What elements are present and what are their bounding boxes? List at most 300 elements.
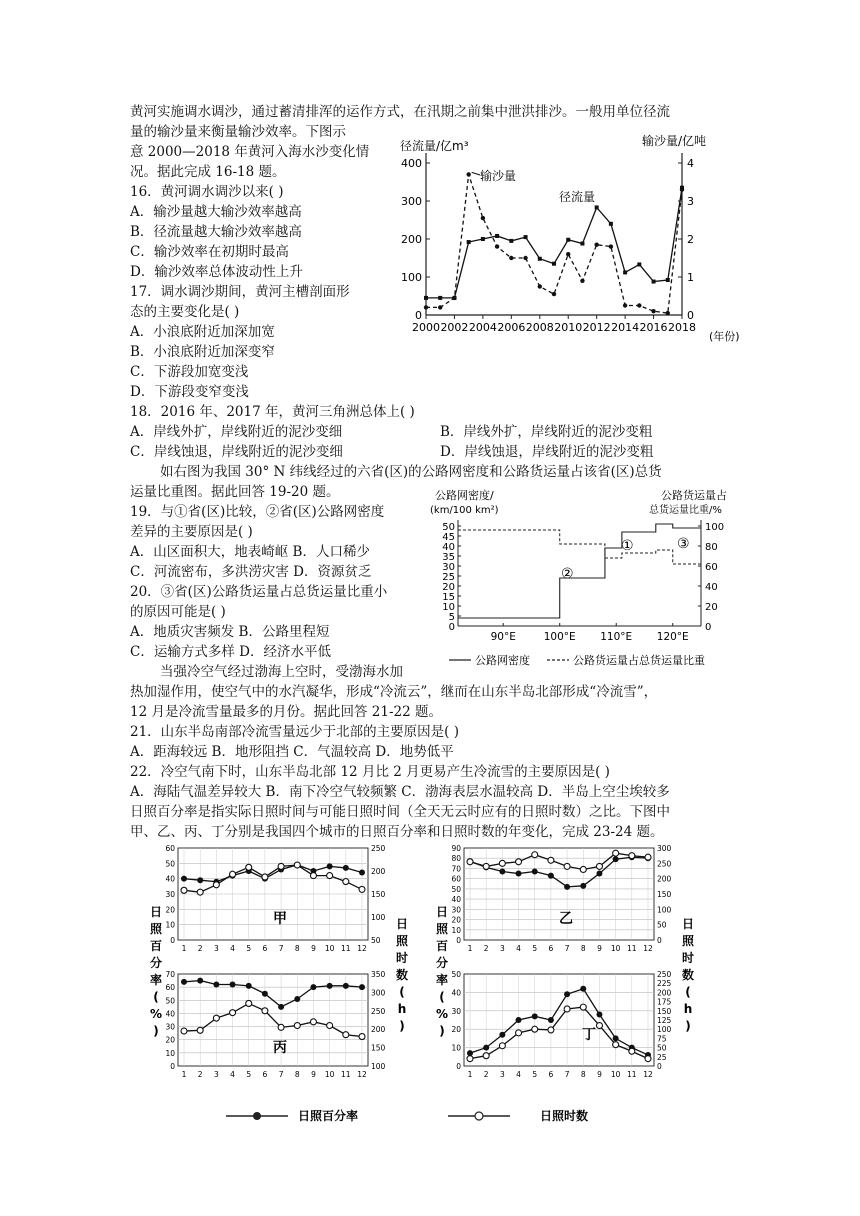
panel-month-label: 4 bbox=[230, 944, 235, 953]
sunshine-pct-point bbox=[310, 984, 316, 990]
panel-left-tick-label: 20 bbox=[451, 1025, 461, 1035]
sunshine-pct-point bbox=[613, 1035, 619, 1041]
panel-month-label: 6 bbox=[548, 1070, 554, 1079]
fig1-left-tick-label: 400 bbox=[401, 157, 422, 170]
fig2-x-tick-label: 100°E bbox=[543, 631, 576, 643]
sunshine-pct-point bbox=[596, 1011, 602, 1017]
sediment-point bbox=[438, 305, 442, 309]
panel-month-label: 11 bbox=[627, 944, 637, 953]
sunshine-hours-point bbox=[548, 857, 554, 863]
fig3-left-axis-title-char: ( bbox=[153, 990, 159, 1004]
panel-month-label: 11 bbox=[341, 944, 351, 953]
panel-right-tick-label: 75 bbox=[657, 1034, 667, 1044]
sunshine-pct-point bbox=[343, 865, 349, 871]
panel-left-tick-label: 40 bbox=[165, 1009, 175, 1019]
sunshine-hours-point bbox=[294, 862, 300, 868]
sunshine-hours-point bbox=[467, 1056, 473, 1062]
sunshine-pct-point bbox=[580, 883, 586, 889]
sunshine-pct-line bbox=[470, 857, 648, 887]
panel-left-tick-label: 20 bbox=[451, 915, 461, 925]
question-18-option-d: D．岸线蚀退，岸线附近的泥沙变粗 bbox=[440, 444, 654, 460]
fig1-label-runoff: 径流量 bbox=[559, 190, 596, 204]
fig2-left-tick-label: 45 bbox=[442, 532, 455, 543]
fig3-left-axis-title-char: 分 bbox=[149, 956, 163, 970]
sediment-point bbox=[424, 305, 428, 309]
fig1-right-tick-label: 1 bbox=[687, 271, 694, 284]
para-intro-3: 意 2000—2018 年黄河入海水沙变化情 bbox=[130, 144, 370, 160]
sunshine-pct-point bbox=[532, 1013, 538, 1019]
panel-month-label: 3 bbox=[213, 1070, 219, 1079]
panel-left-tick-label: 10 bbox=[165, 920, 175, 930]
fig2-x-tick-label: 120°E bbox=[656, 631, 689, 643]
fig3-right-axis-title-char: h bbox=[683, 1002, 693, 1016]
fig3-left-axis-title-char: 分 bbox=[435, 956, 449, 970]
fig1-x-unit: (年份) bbox=[709, 330, 740, 343]
sunshine-hours-point bbox=[343, 1032, 349, 1038]
province-2-marker: ② bbox=[561, 566, 574, 582]
panel-right-tick-label: 350 bbox=[371, 970, 386, 979]
fig1-x-tick-label: 2000 bbox=[412, 321, 440, 334]
panel-left-tick-label: 80 bbox=[451, 854, 461, 864]
runoff-point bbox=[438, 296, 442, 300]
fig1-sediment-pointer bbox=[472, 172, 480, 175]
fig2-left-tick-label: 50 bbox=[442, 522, 455, 533]
fig3-left-axis-title-char: ) bbox=[153, 1024, 159, 1038]
para-sunshine-2: 甲、乙、丙、丁分别是我国四个城市的日照百分率和日照时数的年变化，完成 23-24 题。 bbox=[130, 824, 664, 840]
panel-month-label: 11 bbox=[341, 1070, 351, 1079]
panel-city-name: 丙 bbox=[273, 1040, 287, 1056]
sunshine-hours-point bbox=[548, 1027, 554, 1033]
fig3-left-axis-title-char: 照 bbox=[149, 922, 163, 936]
sediment-point bbox=[609, 244, 613, 248]
fig3-right-axis-title-char: 照 bbox=[681, 934, 695, 948]
panel-month-label: 12 bbox=[643, 1070, 653, 1079]
sediment-point bbox=[594, 243, 598, 247]
sunshine-hours-point bbox=[629, 1048, 635, 1054]
sunshine-pct-point bbox=[359, 984, 365, 990]
panel-left-tick-label: 60 bbox=[165, 983, 175, 993]
question-17-option-d: D．下游段变窄变浅 bbox=[130, 384, 249, 400]
panel-right-tick-label: 200 bbox=[657, 874, 672, 884]
panel-left-tick-label: 90 bbox=[451, 844, 461, 853]
runoff-point bbox=[467, 240, 471, 244]
panel-left-tick-label: 50 bbox=[165, 996, 175, 1006]
sunshine-hours-point bbox=[181, 1028, 187, 1034]
panel-right-tick-label: 0 bbox=[657, 1062, 662, 1071]
panel-month-label: 4 bbox=[516, 944, 521, 953]
sunshine-hours-point bbox=[516, 1030, 522, 1036]
fig3-right-axis-title-1 bbox=[682, 917, 695, 1033]
runoff-point bbox=[495, 234, 499, 238]
fig1-right-tick-label: 4 bbox=[687, 157, 694, 170]
fig3-left-axis-title-char: 日 bbox=[435, 905, 449, 919]
panel-month-label: 2 bbox=[197, 1070, 203, 1079]
sunshine-pct-line bbox=[184, 865, 362, 882]
sediment-point bbox=[680, 187, 684, 191]
question-20-line2: 的原因可能是( ) bbox=[130, 604, 226, 620]
panel-left-tick-label: 70 bbox=[165, 970, 175, 979]
fig1-x-tick-label: 2006 bbox=[497, 321, 526, 334]
fig3-left-axis-title-char: 率 bbox=[149, 973, 163, 987]
panel-right-tick-label: 175 bbox=[657, 997, 672, 1007]
fig2-x-tick-label: 90°E bbox=[490, 631, 516, 643]
fig1-x-tick-label: 2014 bbox=[611, 321, 640, 334]
panel-right-tick-label: 25 bbox=[657, 1052, 667, 1062]
panel-month-label: 10 bbox=[324, 1070, 335, 1079]
fig1-left-tick-label: 100 bbox=[401, 271, 422, 284]
sunshine-panel-0 bbox=[165, 844, 385, 953]
sunshine-panel-2 bbox=[165, 970, 385, 1079]
panel-left-tick-label: 30 bbox=[451, 905, 461, 915]
panel-right-tick-label: 225 bbox=[657, 979, 672, 989]
panel-month-label: 6 bbox=[548, 944, 554, 953]
runoff-point bbox=[566, 238, 570, 242]
sunshine-pct-point bbox=[516, 1017, 522, 1023]
sunshine-pct-point bbox=[246, 983, 252, 989]
sunshine-hours-point bbox=[596, 1023, 602, 1029]
fig1-right-tick-label: 2 bbox=[687, 233, 694, 246]
panel-month-label: 3 bbox=[213, 944, 219, 953]
sunshine-hours-point bbox=[294, 1023, 300, 1029]
sediment-point bbox=[495, 244, 499, 248]
fig1-label-sediment: 输沙量 bbox=[480, 169, 517, 183]
runoff-point bbox=[637, 262, 641, 266]
panel-month-label: 8 bbox=[580, 944, 586, 953]
panel-right-tick-label: 150 bbox=[371, 1043, 386, 1053]
panel-right-tick-label: 300 bbox=[657, 844, 672, 853]
panel-right-tick-label: 150 bbox=[657, 1006, 672, 1016]
sunshine-hours-point bbox=[580, 1004, 586, 1010]
sediment-point bbox=[552, 292, 556, 296]
sunshine-hours-point bbox=[564, 1006, 570, 1012]
sunshine-hours-point bbox=[230, 1010, 236, 1016]
sunshine-hours-point bbox=[246, 1000, 252, 1006]
fig1-x-tick-label: 2012 bbox=[582, 321, 611, 334]
sediment-point bbox=[452, 296, 456, 300]
panel-month-label: 12 bbox=[357, 1070, 367, 1079]
runoff-point bbox=[538, 257, 542, 261]
fig2-left-axis-unit: (km/100 km²) bbox=[430, 505, 499, 516]
sunshine-hours-point bbox=[645, 854, 651, 860]
panel-left-tick-label: 0 bbox=[456, 936, 461, 945]
panel-left-tick-label: 40 bbox=[165, 874, 175, 884]
sunshine-charts bbox=[148, 838, 708, 1138]
panel-left-tick-label: 70 bbox=[451, 864, 461, 874]
panel-month-label: 8 bbox=[580, 1070, 586, 1079]
fig3-right-axis-title-char: ( bbox=[399, 985, 405, 999]
panel-right-tick-label: 0 bbox=[657, 936, 662, 945]
sunshine-hours-point bbox=[499, 860, 505, 866]
panel-right-tick-label: 300 bbox=[371, 988, 386, 998]
sunshine-hours-point bbox=[532, 852, 538, 858]
panel-month-label: 2 bbox=[197, 944, 203, 953]
fig3-left-axis-title-char: % bbox=[149, 1007, 163, 1021]
sunshine-pct-point bbox=[213, 982, 219, 988]
sunshine-pct-point bbox=[580, 986, 586, 992]
fig3-left-axis-title-char: ) bbox=[439, 1024, 445, 1038]
yellow-river-chart bbox=[392, 128, 752, 348]
panel-month-label: 12 bbox=[643, 944, 653, 953]
sunshine-hours-point bbox=[645, 1056, 651, 1062]
panel-left-tick-label: 50 bbox=[451, 970, 461, 979]
fig2-left-tick-label: 20 bbox=[442, 582, 455, 593]
panel-right-tick-label: 250 bbox=[371, 844, 386, 853]
runoff-point bbox=[481, 237, 485, 241]
sediment-point bbox=[538, 284, 542, 288]
panel-left-tick-label: 30 bbox=[165, 890, 175, 899]
province-3-marker: ③ bbox=[677, 536, 690, 552]
sediment-point bbox=[637, 303, 641, 307]
fig3-right-axis-title-char: 时 bbox=[395, 951, 409, 965]
question-20-options-cd: C．运输方式多样 D．经济水平低 bbox=[130, 644, 331, 660]
fig2-right-tick-label: 20 bbox=[705, 602, 718, 613]
sunshine-pct-point bbox=[262, 991, 268, 997]
sunshine-pct-point bbox=[327, 863, 333, 869]
fig1-right-tick-label: 0 bbox=[687, 309, 694, 322]
runoff-point bbox=[609, 222, 613, 226]
panel-left-tick-label: 30 bbox=[165, 1022, 175, 1032]
question-16-option-b: B．径流量越大输沙效率越高 bbox=[130, 224, 302, 240]
freight-share-line bbox=[458, 530, 701, 564]
fig3-right-axis-title-char: ( bbox=[685, 985, 691, 999]
runoff-point bbox=[595, 205, 599, 209]
sunshine-hours-point bbox=[483, 1053, 489, 1059]
fig2-right-axis-label: 公路货运量占 bbox=[661, 489, 727, 502]
question-22-options: A．海陆气温差异较大 B．南下冷空气较频繁 C．渤海表层水温较高 D．半岛上空尘埃较多 bbox=[130, 784, 670, 800]
sunshine-hours-point bbox=[343, 879, 349, 885]
fig2-right-tick-label: 0 bbox=[705, 622, 712, 633]
panel-month-label: 1 bbox=[467, 1070, 473, 1079]
panel-month-label: 4 bbox=[230, 1070, 235, 1079]
runoff-point bbox=[652, 280, 656, 284]
panel-right-tick-label: 200 bbox=[657, 988, 672, 998]
sunshine-hours-point bbox=[327, 1023, 333, 1029]
fig3-right-axis-title-0 bbox=[396, 917, 409, 1033]
fig1-right-tick-label: 3 bbox=[687, 195, 694, 208]
panel-city-name: 丁 bbox=[582, 1027, 596, 1043]
panel-month-label: 3 bbox=[499, 944, 505, 953]
panel-month-label: 9 bbox=[597, 1070, 602, 1079]
panel-left-tick-label: 60 bbox=[451, 874, 461, 884]
panel-right-tick-label: 100 bbox=[371, 1062, 386, 1071]
legend-pct: 日照百分率 bbox=[298, 1109, 359, 1123]
question-20: 20．③省(区)公路货运量占总货运量比重小 bbox=[130, 584, 388, 600]
panel-month-label: 10 bbox=[610, 944, 621, 953]
sunshine-pct-point bbox=[613, 856, 619, 862]
panel-month-label: 9 bbox=[311, 944, 316, 953]
panel-month-label: 7 bbox=[278, 944, 284, 953]
panel-left-tick-label: 50 bbox=[451, 884, 461, 894]
runoff-point bbox=[552, 262, 556, 266]
sunshine-pct-point bbox=[548, 1017, 554, 1023]
para-sunshine-1: 日照百分率是指实际日照时间与可能日照时间（全天无云时应有的日照时数）之比。下图中 bbox=[130, 804, 670, 820]
sunshine-hours-point bbox=[246, 864, 252, 870]
para-snow-2: 热加湿作用，使空气中的水汽凝华，形成“冷流云”，继而在山东半岛北部形成“冷流雪”， bbox=[130, 684, 658, 700]
fig2-left-tick-label: 40 bbox=[442, 542, 455, 553]
runoff-point bbox=[666, 278, 670, 282]
panel-month-label: 2 bbox=[483, 1070, 489, 1079]
sunshine-hours-point bbox=[499, 1043, 505, 1049]
fig3-left-axis-title-char: 率 bbox=[435, 973, 449, 987]
sediment-point bbox=[566, 252, 570, 256]
panel-month-label: 12 bbox=[357, 944, 367, 953]
sunshine-hours-point bbox=[278, 1024, 284, 1030]
question-20-options-ab: A．地质灾害频发 B．公路里程短 bbox=[130, 624, 330, 640]
sunshine-hours-point bbox=[262, 1008, 268, 1014]
panel-month-label: 7 bbox=[278, 1070, 284, 1079]
legend-hours: 日照时数 bbox=[540, 1109, 589, 1123]
sediment-point bbox=[481, 216, 485, 220]
sunshine-pct-point bbox=[359, 870, 365, 876]
panel-right-tick-label: 125 bbox=[657, 1016, 672, 1025]
panel-right-tick-label: 150 bbox=[371, 890, 386, 899]
panel-right-tick-label: 250 bbox=[371, 1006, 386, 1016]
sunshine-hours-point bbox=[359, 1034, 365, 1040]
fig2-left-tick-label: 30 bbox=[442, 562, 455, 573]
question-16-option-a: A．输沙量越大输沙效率越高 bbox=[130, 204, 302, 220]
panel-month-label: 3 bbox=[499, 1070, 505, 1079]
panel-left-tick-label: 0 bbox=[170, 936, 175, 945]
panel-right-tick-label: 100 bbox=[657, 905, 672, 915]
fig3-right-axis-title-char: 日 bbox=[681, 917, 695, 931]
sunshine-hours-point bbox=[197, 1027, 203, 1033]
panel-right-tick-label: 50 bbox=[371, 936, 381, 945]
sunshine-hours-point bbox=[580, 866, 586, 872]
question-16-option-c: C．输沙效率在初期时最高 bbox=[130, 244, 289, 260]
sunshine-hours-point bbox=[532, 1026, 538, 1032]
fig1-left-tick-label: 0 bbox=[415, 309, 422, 322]
question-21: 21．山东半岛南部冷流雪量远少于北部的主要原因是( ) bbox=[130, 724, 460, 740]
runoff-point bbox=[424, 296, 428, 300]
road-density-chart bbox=[425, 486, 735, 672]
panel-month-label: 1 bbox=[181, 944, 187, 953]
sunshine-pct-point bbox=[294, 996, 300, 1002]
sunshine-hours-point bbox=[359, 886, 365, 892]
para-intro-1: 黄河实施调水调沙，通过蓄清排浑的运作方式，在汛期之前集中泄洪排沙。一般用单位径流 bbox=[130, 104, 670, 120]
para-snow-1: 当强冷空气经过渤海上空时，受渤海水加 bbox=[160, 664, 403, 680]
fig3-left-axis-title-char: ( bbox=[439, 990, 445, 1004]
question-17: 17．调水调沙期间，黄河主槽剖面形 bbox=[130, 284, 350, 300]
runoff-point bbox=[580, 242, 584, 246]
sunshine-pct-point bbox=[499, 869, 505, 875]
panel-right-tick-label: 200 bbox=[371, 1025, 386, 1035]
question-18-option-c: C．岸线蚀退，岸线附近的泥沙变细 bbox=[130, 444, 343, 460]
fig2-right-tick-label: 40 bbox=[705, 582, 718, 593]
sunshine-pct-point bbox=[197, 978, 203, 984]
fig1-x-tick-label: 2002 bbox=[440, 321, 469, 334]
fig3-right-axis-title-char: 日 bbox=[395, 917, 409, 931]
panel-month-label: 7 bbox=[564, 1070, 570, 1079]
fig2-left-tick-label: 10 bbox=[442, 602, 455, 613]
panel-month-label: 5 bbox=[532, 1070, 538, 1079]
fig2-right-tick-label: 80 bbox=[705, 542, 718, 553]
sunshine-hours-point bbox=[197, 889, 203, 895]
fig1-left-axis-label: 径流量/亿m³ bbox=[400, 139, 469, 153]
panel-left-tick-label: 0 bbox=[170, 1062, 175, 1071]
sediment-point bbox=[523, 256, 527, 260]
question-16-option-d: D．输沙效率总体波动性上升 bbox=[130, 264, 303, 280]
sunshine-pct-point bbox=[499, 1032, 505, 1038]
question-19-options-cd: C．河流密布，多洪涝灾害 D．资源贫乏 bbox=[130, 564, 372, 580]
question-18: 18．2016 年、2017 年，黄河三角洲总体上( ) bbox=[130, 404, 415, 420]
sunshine-hours-point bbox=[564, 863, 570, 869]
sunshine-hours-point bbox=[596, 863, 602, 869]
sunshine-pct-point bbox=[230, 982, 236, 988]
fig2-legend-dash: 公路货运量占总货运量比重 bbox=[573, 654, 705, 667]
panel-left-tick-label: 20 bbox=[165, 905, 175, 915]
sediment-point bbox=[623, 303, 627, 307]
sunshine-hours-line bbox=[470, 853, 648, 869]
sediment-point bbox=[666, 311, 670, 315]
question-22: 22．冷空气南下时，山东半岛北部 12 月比 2 月更易产生冷流雪的主要原因是( ) bbox=[130, 764, 610, 780]
fig3-right-axis-title-char: ) bbox=[685, 1019, 691, 1033]
panel-month-label: 6 bbox=[262, 944, 268, 953]
question-19-options-ab: A．山区面积大，地表崎岖 B．人口稀少 bbox=[130, 544, 370, 560]
panel-right-tick-label: 50 bbox=[657, 1043, 667, 1053]
fig2-x-tick-label: 110°E bbox=[600, 631, 633, 643]
sunshine-pct-point bbox=[483, 1045, 489, 1051]
fig1-left-tick-label: 300 bbox=[401, 195, 422, 208]
runoff-line bbox=[426, 188, 682, 298]
panel-right-tick-label: 250 bbox=[657, 970, 672, 979]
sunshine-hours-point bbox=[516, 859, 522, 865]
sediment-point bbox=[509, 256, 513, 260]
sunshine-pct-point bbox=[327, 983, 333, 989]
panel-month-label: 2 bbox=[483, 944, 489, 953]
panel-month-label: 10 bbox=[324, 944, 335, 953]
panel-city-name: 乙 bbox=[559, 911, 573, 927]
fig3-left-axis-title-char: 百 bbox=[435, 939, 449, 953]
fig3-right-axis-title-char: ) bbox=[399, 1019, 405, 1033]
para-intro-2: 量的输沙量来衡量输沙效率。下图示 bbox=[130, 124, 346, 140]
sunshine-pct-point bbox=[181, 979, 187, 985]
sunshine-pct-point bbox=[532, 869, 538, 875]
fig3-left-axis-title-char: 日 bbox=[149, 905, 163, 919]
panel-left-tick-label: 10 bbox=[165, 1048, 175, 1058]
sunshine-hours-line bbox=[470, 1007, 648, 1059]
sunshine-panel-3 bbox=[451, 970, 671, 1079]
panel-month-label: 11 bbox=[627, 1070, 637, 1079]
sunshine-pct-point bbox=[197, 877, 203, 883]
fig3-left-axis-title-1 bbox=[436, 905, 449, 1038]
sunshine-panel-1 bbox=[451, 844, 671, 953]
panel-right-tick-label: 200 bbox=[371, 867, 386, 876]
fig2-legend-solid: 公路网密度 bbox=[475, 654, 530, 667]
fig2-right-tick-label: 60 bbox=[705, 562, 718, 573]
fig2-left-tick-label: 15 bbox=[442, 592, 455, 603]
panel-left-tick-label: 10 bbox=[451, 1043, 461, 1053]
fig2-right-axis-unit: 总货运量比重/% bbox=[649, 505, 722, 516]
sunshine-hours-point bbox=[213, 882, 219, 888]
fig3-right-axis-title-char: 数 bbox=[681, 968, 695, 982]
fig2-left-tick-label: 0 bbox=[448, 622, 455, 633]
panel-month-label: 10 bbox=[610, 1070, 621, 1079]
question-18-option-a: A．岸线外扩，岸线附近的泥沙变细 bbox=[130, 424, 343, 440]
sunshine-pct-point bbox=[181, 876, 187, 882]
fig1-x-tick-label: 2018 bbox=[668, 321, 696, 334]
fig2-left-tick-label: 35 bbox=[442, 552, 455, 563]
sunshine-hours-point bbox=[181, 887, 187, 893]
sunshine-pct-point bbox=[343, 983, 349, 989]
panel-left-tick-label: 40 bbox=[451, 988, 461, 998]
runoff-point bbox=[524, 235, 528, 239]
fig3-left-axis-title-char: 照 bbox=[435, 922, 449, 936]
fig1-x-tick-label: 2004 bbox=[468, 321, 497, 334]
question-17-option-b: B．小浪底附近加深变窄 bbox=[130, 344, 275, 360]
sunshine-pct-line bbox=[470, 989, 648, 1055]
road-density-line bbox=[458, 524, 701, 618]
fig2-left-tick-label: 25 bbox=[442, 572, 455, 583]
